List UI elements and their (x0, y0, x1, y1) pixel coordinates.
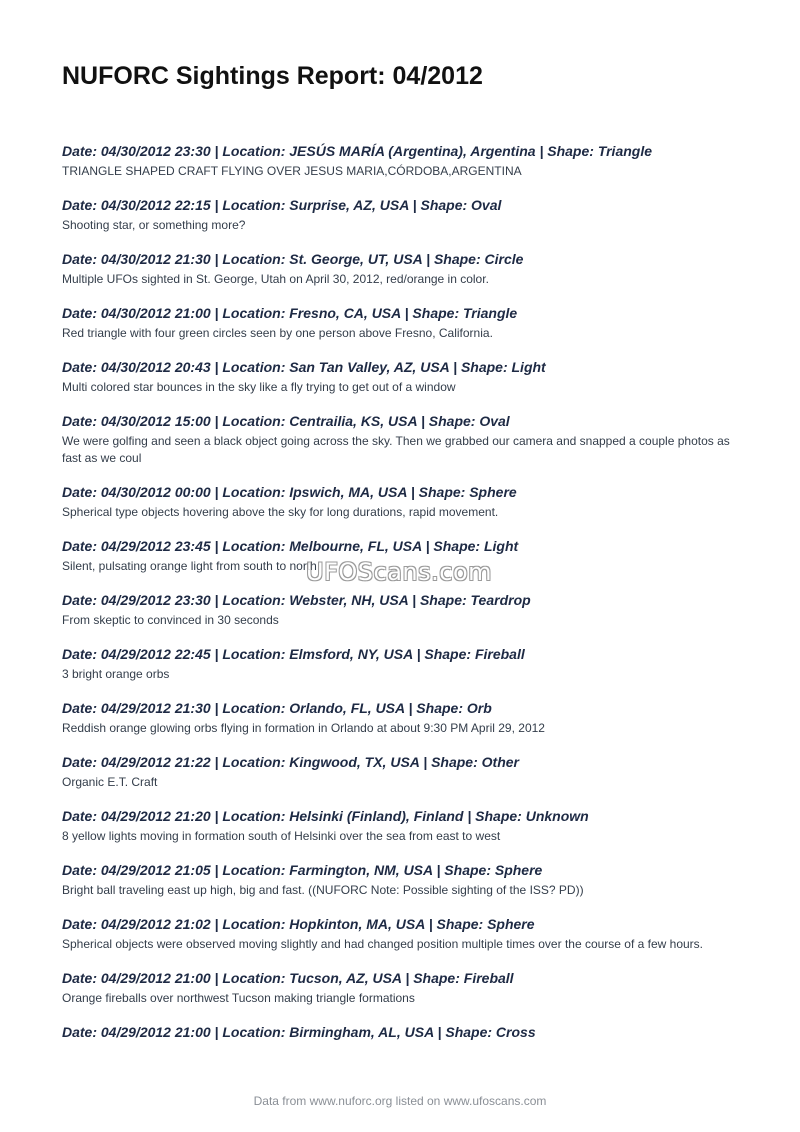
sighting-header: Date: 04/29/2012 21:05 | Location: Farmington, NM, USA | Shape: Sphere (62, 862, 543, 878)
sighting-header: Date: 04/29/2012 21:22 | Location: Kingwood, TX, USA | Shape: Other (62, 754, 519, 770)
sighting-header: Date: 04/30/2012 20:43 | Location: San Tan Valley, AZ, USA | Shape: Light (62, 359, 546, 375)
sighting-entry (62, 808, 752, 845)
sighting-entry (62, 916, 752, 953)
sighting-description: TRIANGLE SHAPED CRAFT FLYING OVER JESUS MARIA,CÓRDOBA,ARGENTINA (62, 164, 522, 178)
sighting-description: We were golfing and seen a black object going across the sky. Then we grabbed our camera and snapped a couple photos as fast as we coul (62, 434, 730, 465)
sighting-entry (62, 251, 752, 288)
sighting-entry (62, 862, 752, 899)
sighting-description: Orange fireballs over northwest Tucson making triangle formations (62, 991, 415, 1005)
sighting-entry (62, 592, 752, 629)
sighting-entry (62, 646, 752, 683)
sighting-description: Multi colored star bounces in the sky like a fly trying to get out of a window (62, 380, 456, 394)
sighting-header: Date: 04/29/2012 21:20 | Location: Helsinki (Finland), Finland | Shape: Unknown (62, 808, 589, 824)
sighting-description: Multiple UFOs sighted in St. George, Utah on April 30, 2012, red/orange in color. (62, 272, 489, 286)
sighting-header: Date: 04/30/2012 15:00 | Location: Centrailia, KS, USA | Shape: Oval (62, 413, 510, 429)
sightings-list (62, 143, 752, 1058)
sighting-description: From skeptic to convinced in 30 seconds (62, 613, 279, 627)
page-footer: Data from www.nuforc.org listed on www.ufoscans.com (253, 1094, 547, 1108)
sighting-header: Date: 04/29/2012 22:45 | Location: Elmsford, NY, USA | Shape: Fireball (62, 646, 525, 662)
sighting-header: Date: 04/29/2012 21:02 | Location: Hopkinton, MA, USA | Shape: Sphere (62, 916, 535, 932)
sighting-header: Date: 04/30/2012 00:00 | Location: Ipswich, MA, USA | Shape: Sphere (62, 484, 517, 500)
sighting-description: Spherical objects were observed moving slightly and had changed position multiple times over the course of a few hours. (62, 937, 704, 951)
sighting-header: Date: 04/30/2012 23:30 | Location: JESÚS MARÍA (Argentina), Argentina | Shape: Triangle (62, 143, 653, 159)
watermark-text: UFOScans.com (306, 558, 492, 586)
sighting-header: Date: 04/30/2012 21:30 | Location: St. George, UT, USA | Shape: Circle (62, 251, 524, 267)
sighting-entry (62, 754, 752, 791)
sighting-description: Organic E.T. Craft (62, 775, 158, 789)
sighting-header: Date: 04/29/2012 21:00 | Location: Birmingham, AL, USA | Shape: Cross (62, 1024, 536, 1040)
sighting-description: Red triangle with four green circles seen by one person above Fresno, California. (62, 326, 493, 340)
sighting-entry (62, 197, 752, 234)
sighting-header: Date: 04/30/2012 22:15 | Location: Surprise, AZ, USA | Shape: Oval (62, 197, 502, 213)
sighting-description: Bright ball traveling east up high, big and fast. ((NUFORC Note: Possible sighting of the ISS? PD)) (62, 883, 584, 897)
sighting-description: Spherical type objects hovering above the sky for long durations, rapid movement. (62, 505, 499, 519)
sighting-entry (62, 143, 752, 180)
sighting-header: Date: 04/29/2012 21:00 | Location: Tucson, AZ, USA | Shape: Fireball (62, 970, 514, 986)
page-title: NUFORC Sightings Report: 04/2012 (62, 62, 483, 90)
sighting-entry (62, 484, 752, 521)
sighting-description: Silent, pulsating orange light from south to north (62, 559, 317, 573)
sighting-entry (62, 1024, 752, 1041)
sighting-description: 3 bright orange orbs (62, 667, 170, 681)
sighting-entry (62, 700, 752, 737)
sighting-description: Reddish orange glowing orbs flying in formation in Orlando at about 9:30 PM April 29, 2012 (62, 721, 545, 735)
sighting-description: Shooting star, or something more? (62, 218, 246, 232)
sighting-header: Date: 04/29/2012 23:45 | Location: Melbourne, FL, USA | Shape: Light (62, 538, 519, 554)
sighting-header: Date: 04/29/2012 21:30 | Location: Orlando, FL, USA | Shape: Orb (62, 700, 492, 716)
sighting-entry (62, 413, 752, 467)
sighting-description: 8 yellow lights moving in formation south of Helsinki over the sea from east to west (62, 829, 501, 843)
sighting-entry (62, 970, 752, 1007)
sighting-entry (62, 305, 752, 342)
sighting-entry (62, 359, 752, 396)
sighting-header: Date: 04/29/2012 23:30 | Location: Webster, NH, USA | Shape: Teardrop (62, 592, 531, 608)
sighting-header: Date: 04/30/2012 21:00 | Location: Fresno, CA, USA | Shape: Triangle (62, 305, 518, 321)
